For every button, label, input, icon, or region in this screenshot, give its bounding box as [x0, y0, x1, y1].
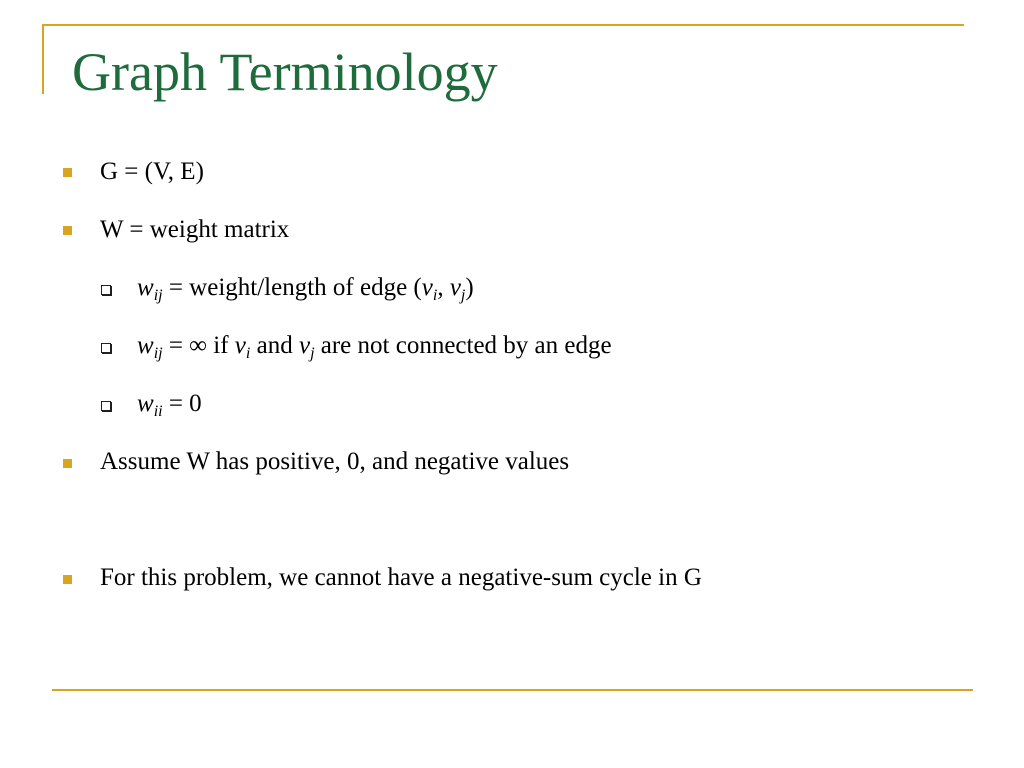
math-subscript: j — [460, 287, 466, 304]
math-subscript: ii — [153, 403, 163, 420]
frame-left-line — [42, 24, 44, 94]
math-variable: w — [137, 332, 154, 359]
math-text: ) — [465, 274, 474, 301]
math-text: = 0 — [162, 390, 202, 417]
bullet-negative-cycle: For this problem, we cannot have a negative-sum cycle in G — [100, 564, 702, 591]
sub-bullet-edge-weight — [137, 273, 474, 311]
math-subscript: ij — [153, 345, 163, 362]
math-subscript: ij — [153, 287, 163, 304]
math-variable: v — [298, 332, 311, 359]
sub-bullet-self-weight — [137, 389, 202, 427]
frame-top-line — [42, 24, 964, 26]
math-subscript: i — [432, 287, 438, 304]
math-subscript: j — [310, 345, 315, 362]
math-variable: w — [137, 390, 154, 417]
math-variable: v — [234, 332, 246, 359]
bullet-assume-values: Assume W has positive, 0, and negative values — [100, 448, 570, 475]
bullet-square-icon — [63, 459, 72, 468]
bullet-square-icon — [63, 226, 72, 235]
math-variable: v — [421, 274, 433, 301]
math-text: = ∞ if — [162, 332, 235, 359]
sub-bullet-hollow-square-icon — [101, 343, 111, 353]
math-subscript: i — [245, 345, 251, 362]
frame-bottom-line — [52, 689, 973, 691]
bullet-graph-definition: G = (V, E) — [100, 158, 204, 185]
bullet-square-icon — [63, 168, 72, 177]
math-text: and — [250, 332, 299, 359]
math-text: = weight/length of edge ( — [162, 274, 422, 301]
math-variable: w — [137, 274, 154, 301]
bullet-square-icon — [63, 575, 72, 584]
sub-bullet-hollow-square-icon — [101, 401, 111, 411]
math-text: are not connected by an edge — [314, 332, 612, 359]
sub-bullet-infinity-weight — [137, 331, 612, 369]
slide-title: Graph Terminology — [72, 42, 498, 102]
math-text: , — [437, 274, 450, 301]
sub-bullet-hollow-square-icon — [101, 285, 111, 295]
math-variable: v — [449, 274, 461, 301]
bullet-weight-matrix: W = weight matrix — [100, 216, 290, 243]
